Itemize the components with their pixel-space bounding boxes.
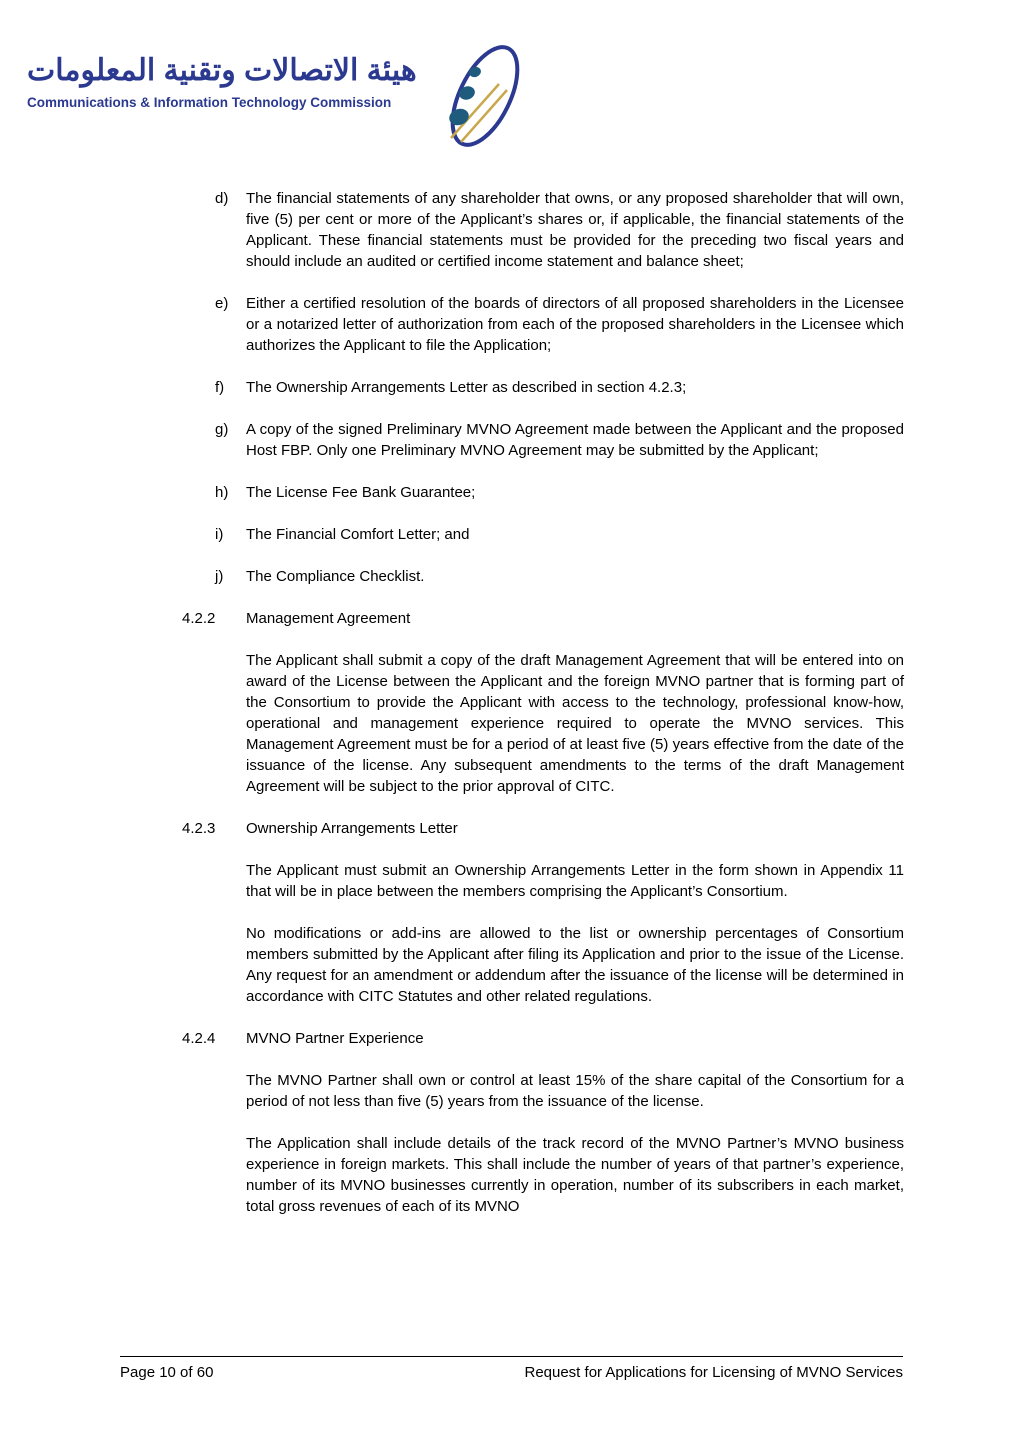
- list-letter: j): [215, 568, 224, 585]
- section-heading-4-2-4: [182, 1028, 904, 1049]
- list-text: A copy of the signed Preliminary MVNO Agreement made between the Applicant and the proposed Host FBP. Only one Preliminary MVNO Agreement may be submitted by the Applicant;: [246, 421, 904, 459]
- section-number: 4.2.2: [182, 610, 216, 627]
- list-letter: h): [215, 484, 229, 501]
- citc-logo-text: [27, 42, 417, 110]
- list-letter: d): [215, 190, 229, 207]
- logo-arabic-text: هيئة الاتصالات وتقنية المعلومات: [27, 54, 417, 87]
- footer-page-number: Page 10 of 60: [120, 1364, 214, 1381]
- list-item-h: [215, 482, 904, 503]
- list-item-d: [215, 188, 904, 272]
- list-item-i: [215, 524, 904, 545]
- list-text: The Compliance Checklist.: [246, 568, 425, 585]
- logo-dot-small-icon: [467, 65, 482, 79]
- page-footer: [120, 1356, 903, 1381]
- section-paragraph: The Application shall include details of the track record of the MVNO Partner’s MVNO business experience in foreign markets. This shall include the number of years of that partner’s experience, number of its MVNO businesses currently in operation, number of its subscribers in each market, total gross revenues of each of its MVNO: [246, 1135, 904, 1215]
- list-letter: e): [215, 295, 229, 312]
- list-text: The Financial Comfort Letter; and: [246, 526, 470, 543]
- list-text: The License Fee Bank Guarantee;: [246, 484, 476, 501]
- list-item-j: [215, 566, 904, 587]
- section-title: Management Agreement: [246, 610, 411, 627]
- section-number: 4.2.3: [182, 820, 216, 837]
- logo-dot-large-icon: [447, 106, 471, 128]
- section-title: Ownership Arrangements Letter: [246, 820, 458, 837]
- section-heading-4-2-2: [182, 608, 904, 629]
- section-title: MVNO Partner Experience: [246, 1030, 424, 1047]
- list-letter: i): [215, 526, 224, 543]
- footer-document-title: Request for Applications for Licensing of MVNO Services: [524, 1364, 903, 1381]
- list-text: The Ownership Arrangements Letter as described in section 4.2.3;: [246, 379, 687, 396]
- list-letter: g): [215, 421, 229, 438]
- citc-logo: [27, 42, 533, 158]
- list-item-f: [215, 377, 904, 398]
- section-paragraph: The MVNO Partner shall own or control at least 15% of the share capital of the Consortium for a period of not less than five (5) years from the issuance of the license.: [246, 1072, 904, 1110]
- list-text: Either a certified resolution of the boards of directors of all proposed shareholders in the Licensee or a notarized letter of authorization from each of the proposed shareholders in the Licensee which authorizes the Applicant to file the Application;: [246, 295, 904, 354]
- document-body: [120, 188, 904, 1238]
- section-paragraph: The Applicant shall submit a copy of the draft Management Agreement that will be entered into on award of the License between the Applicant and the foreign MVNO partner that is forming part of the Consortium to provide the Applicant with access to the technology, professional know-how, operational and management experience required to operate the MVNO services. This Management Agreement must be for a period of at least five (5) years effective from the date of the issuance of the license. Any subsequent amendments to the terms of the draft Management Agreement will be subject to the prior approval of CITC.: [246, 652, 904, 795]
- citc-logo-mark-icon: [423, 36, 533, 158]
- section-heading-4-2-3: [182, 818, 904, 839]
- section-number: 4.2.4: [182, 1030, 216, 1047]
- list-item-e: [215, 293, 904, 356]
- section-paragraph: The Applicant must submit an Ownership Arrangements Letter in the form shown in Appendix 11 that will be in place between the members comprising the Applicant’s Consortium.: [246, 862, 904, 900]
- list-text: The financial statements of any shareholder that owns, or any proposed shareholder that will own, five (5) per cent or more of the Applicant’s shares or, if applicable, the financial statements of the Applicant. These financial statements must be provided for the preceding two fiscal years and should include an audited or certified income statement and balance sheet;: [246, 190, 904, 270]
- list-item-g: [215, 419, 904, 461]
- logo-english-text: Communications & Information Technology Commission: [27, 95, 392, 110]
- section-paragraph: No modifications or add-ins are allowed to the list or ownership percentages of Consortium members submitted by the Applicant after filing its Application and prior to the issue of the License. Any request for an amendment or addendum after the issuance of the license will be determined in accordance with CITC Statutes and other related regulations.: [246, 925, 904, 1005]
- list-letter: f): [215, 379, 225, 396]
